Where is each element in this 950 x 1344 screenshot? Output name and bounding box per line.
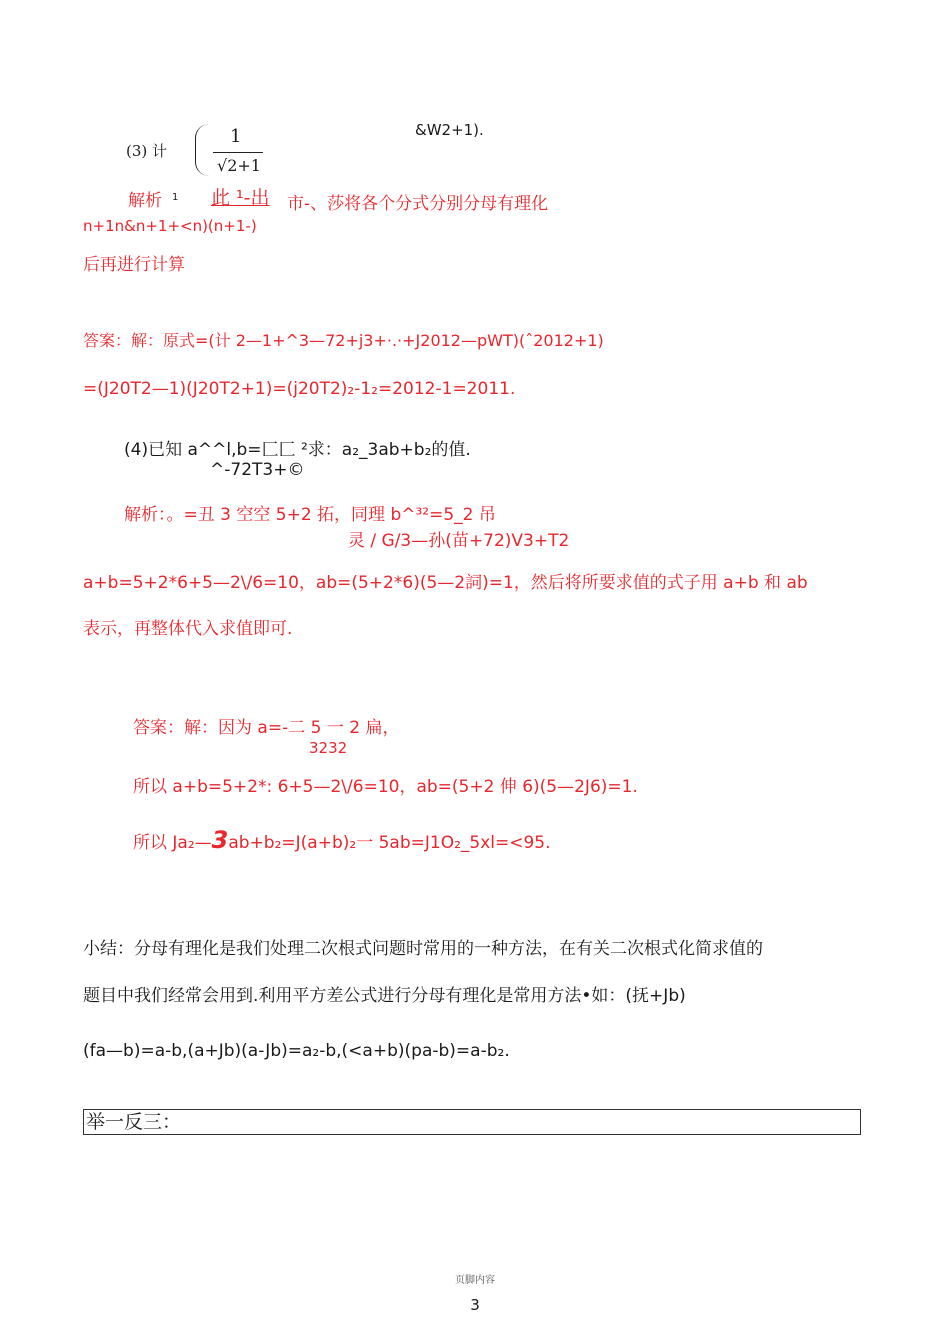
analysis-3-text: 市-、莎将各个分式分别分母有理化 bbox=[287, 194, 549, 214]
practice-box-title: 举一反三： bbox=[86, 1111, 182, 1133]
answer-3-line1: 答案：解：原式=(计 2—1+^3—72+j3+·.·+J2012—pWT)(ˆ2012+1) bbox=[83, 331, 604, 350]
footer-label: 页脚内容 bbox=[455, 1275, 495, 1286]
answer-3-line2: =(J20T2—1)(J20T2+1)=(j20T2)₂-1₂=2012-1=2011. bbox=[83, 379, 516, 399]
summary-line3: (fa—b)=a-b,(a+Jb)(a-Jb)=a₂-b,(<a+b)(pa-b)=a-b₂. bbox=[83, 1041, 510, 1061]
answer-4-line3-b: 3 bbox=[211, 826, 229, 854]
practice-box bbox=[83, 1109, 861, 1135]
problem-3-tail: &W2+1). bbox=[415, 121, 484, 139]
analysis-4-line1: 解析：。=丑 3 空空 5+2 拓，同理 b^³²=5_2 吊 bbox=[124, 505, 496, 525]
analysis-4-line2: 灵 / G/3—孙(苗+72)V3+T2 bbox=[348, 531, 570, 551]
left-paren bbox=[195, 124, 210, 176]
analysis-3-label: 解析 bbox=[128, 191, 162, 211]
answer-4-line1: 答案：解：因为 a=-二 5 一 2 扁， bbox=[133, 718, 400, 738]
problem-4-line2: ^-72T3+© bbox=[210, 460, 305, 480]
fraction-denominator: √2+1 bbox=[217, 156, 261, 175]
fraction-numerator: 1 bbox=[230, 126, 242, 147]
problem-3-label: (3) 计 bbox=[126, 142, 168, 160]
answer-4-line1b: 3232 bbox=[309, 739, 348, 757]
answer-4-line3 bbox=[133, 826, 551, 854]
analysis-3-line2: n+1n&n+1+<n)(n+1-) bbox=[83, 217, 257, 235]
summary-line1: 小结：分母有理化是我们处理二次根式问题时常用的一种方法，在有关二次根式化简求值的 bbox=[83, 939, 763, 959]
problem-4-line1: (4)已知 a^^l,b=匚匚 ²求：a₂_3ab+b₂的值. bbox=[124, 440, 471, 460]
analysis-3-sup: 1 bbox=[172, 192, 179, 203]
summary-line2: 题目中我们经常会用到.利用平方差公式进行分母有理化是常用方法•如：(抚+Jb) bbox=[83, 986, 686, 1006]
answer-4-line3-a: 所以 Ja₂— bbox=[133, 833, 212, 853]
answer-4-line3-c: ab+b₂=J(a+b)₂一 5ab=J1O₂_5xl=<95. bbox=[228, 833, 551, 853]
analysis-4-line3: a+b=5+2*6+5—2\/6=10，ab=(5+2*6)(5—2詞)=1，然后将所要求值的式子用 a+b 和 ab bbox=[83, 573, 808, 593]
analysis-3-garble: 此 ¹-出 bbox=[211, 187, 270, 209]
fraction-bar bbox=[213, 152, 263, 153]
answer-4-line2: 所以 a+b=5+2*: 6+5—2\/6=10，ab=(5+2 伸 6)(5—2J6)=1. bbox=[133, 777, 638, 797]
analysis-3-line3: 后再进行计算 bbox=[83, 255, 185, 275]
analysis-4-line4: 表示，再整体代入求值即可. bbox=[83, 619, 293, 639]
fraction bbox=[205, 124, 263, 178]
page-number: 3 bbox=[470, 1296, 480, 1314]
